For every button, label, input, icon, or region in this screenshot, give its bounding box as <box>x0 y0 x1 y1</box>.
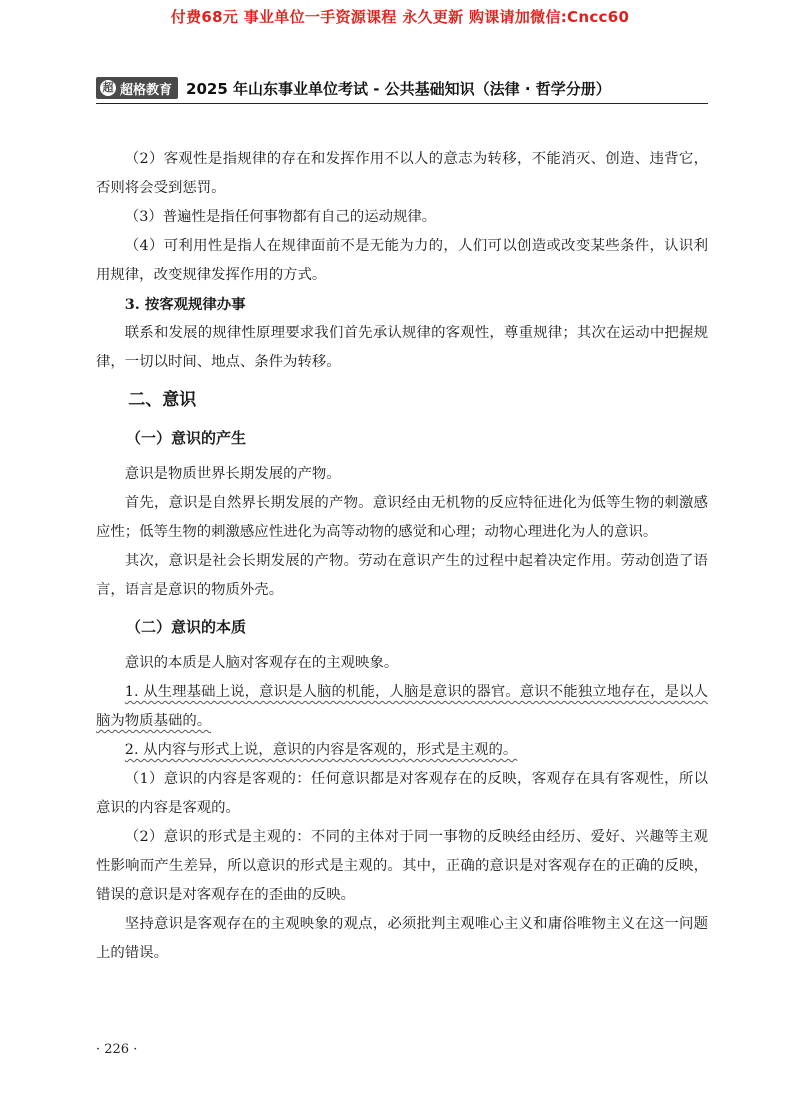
page-body <box>96 145 708 968</box>
running-header-title: 2025 年山东事业单位考试 - 公共基础知识（法律 · 哲学分册） <box>186 79 611 98</box>
subsection-heading-origin: （一）意识的产生 <box>126 429 247 447</box>
page-header <box>96 76 706 100</box>
paragraph: （1）意识的内容是客观的：任何意识都是对客观存在的反映，客观存在具有客观性，所以意识的内容是客观的。 <box>96 771 708 816</box>
paragraph: （2）意识的形式是主观的：不同的主体对于同一事物的反映经由经历、爱好、兴趣等主观性影响而产生差异，所以意识的形式是主观的。其中，正确的意识是对客观存在的正确的反映，错误的意识是对客观存在的歪曲的反映。 <box>96 829 708 903</box>
logo-text: 超格教育 <box>120 82 173 98</box>
section-heading-consciousness: 二、意识 <box>128 390 197 410</box>
header-divider <box>96 103 708 104</box>
wavy-underlined-text: 2. 从内容与形式上说，意识的内容是客观的，形式是主观的。 <box>124 742 518 758</box>
paragraph: 其次，意识是社会长期发展的产物。劳动在意识产生的过程中起着决定作用。劳动创造了语言，语言是意识的物质外壳。 <box>96 553 708 598</box>
paragraph: 首先，意识是自然界长期发展的产物。意识经由无机物的反应特征进化为低等生物的刺激感应性；低等生物的刺激感应性进化为高等动物的感觉和心理；动物心理进化为人的意识。 <box>96 495 708 540</box>
logo-icon: 超 <box>100 80 116 96</box>
subheading-act-by-law: 3. 按客观规律办事 <box>124 296 246 313</box>
paragraph: （4）可利用性是指人在规律面前不是无能为力的，人们可以创造或改变某些条件，认识利用规律，改变规律发挥作用的方式。 <box>96 238 708 283</box>
promo-banner: 付费68元 事业单位一手资源课程 永久更新 购课请加微信:Cncc60 <box>170 8 630 26</box>
wavy-underlined-text: 1. 从生理基础上说，意识是人脑的机能，人脑是意识的器官。意识不能独立地存在，是以人脑为物质基础的。 <box>96 684 708 729</box>
paragraph-underlined <box>96 678 708 736</box>
paragraph: 坚持意识是客观存在的主观映象的观点，必须批判主观唯心主义和庸俗唯物主义在这一问题上的错误。 <box>96 916 708 961</box>
publisher-logo <box>96 77 178 99</box>
paragraph: （3）普遍性是指任何事物都有自己的运动规律。 <box>124 209 437 225</box>
subsection-heading-essence: （二）意识的本质 <box>126 618 247 636</box>
paragraph-underlined <box>96 736 708 765</box>
paragraph: 联系和发展的规律性原理要求我们首先承认规律的客观性，尊重规律；其次在运动中把握规律，一切以时间、地点、条件为转移。 <box>96 325 708 370</box>
paragraph: （2）客观性是指规律的存在和发挥作用不以人的意志为转移，不能消灭、创造、违背它，否则将会受到惩罚。 <box>96 151 708 196</box>
paragraph: 意识的本质是人脑对客观存在的主观映象。 <box>124 655 399 671</box>
paragraph: 意识是物质世界长期发展的产物。 <box>124 466 341 482</box>
page-number: · 226 · <box>96 1042 138 1057</box>
